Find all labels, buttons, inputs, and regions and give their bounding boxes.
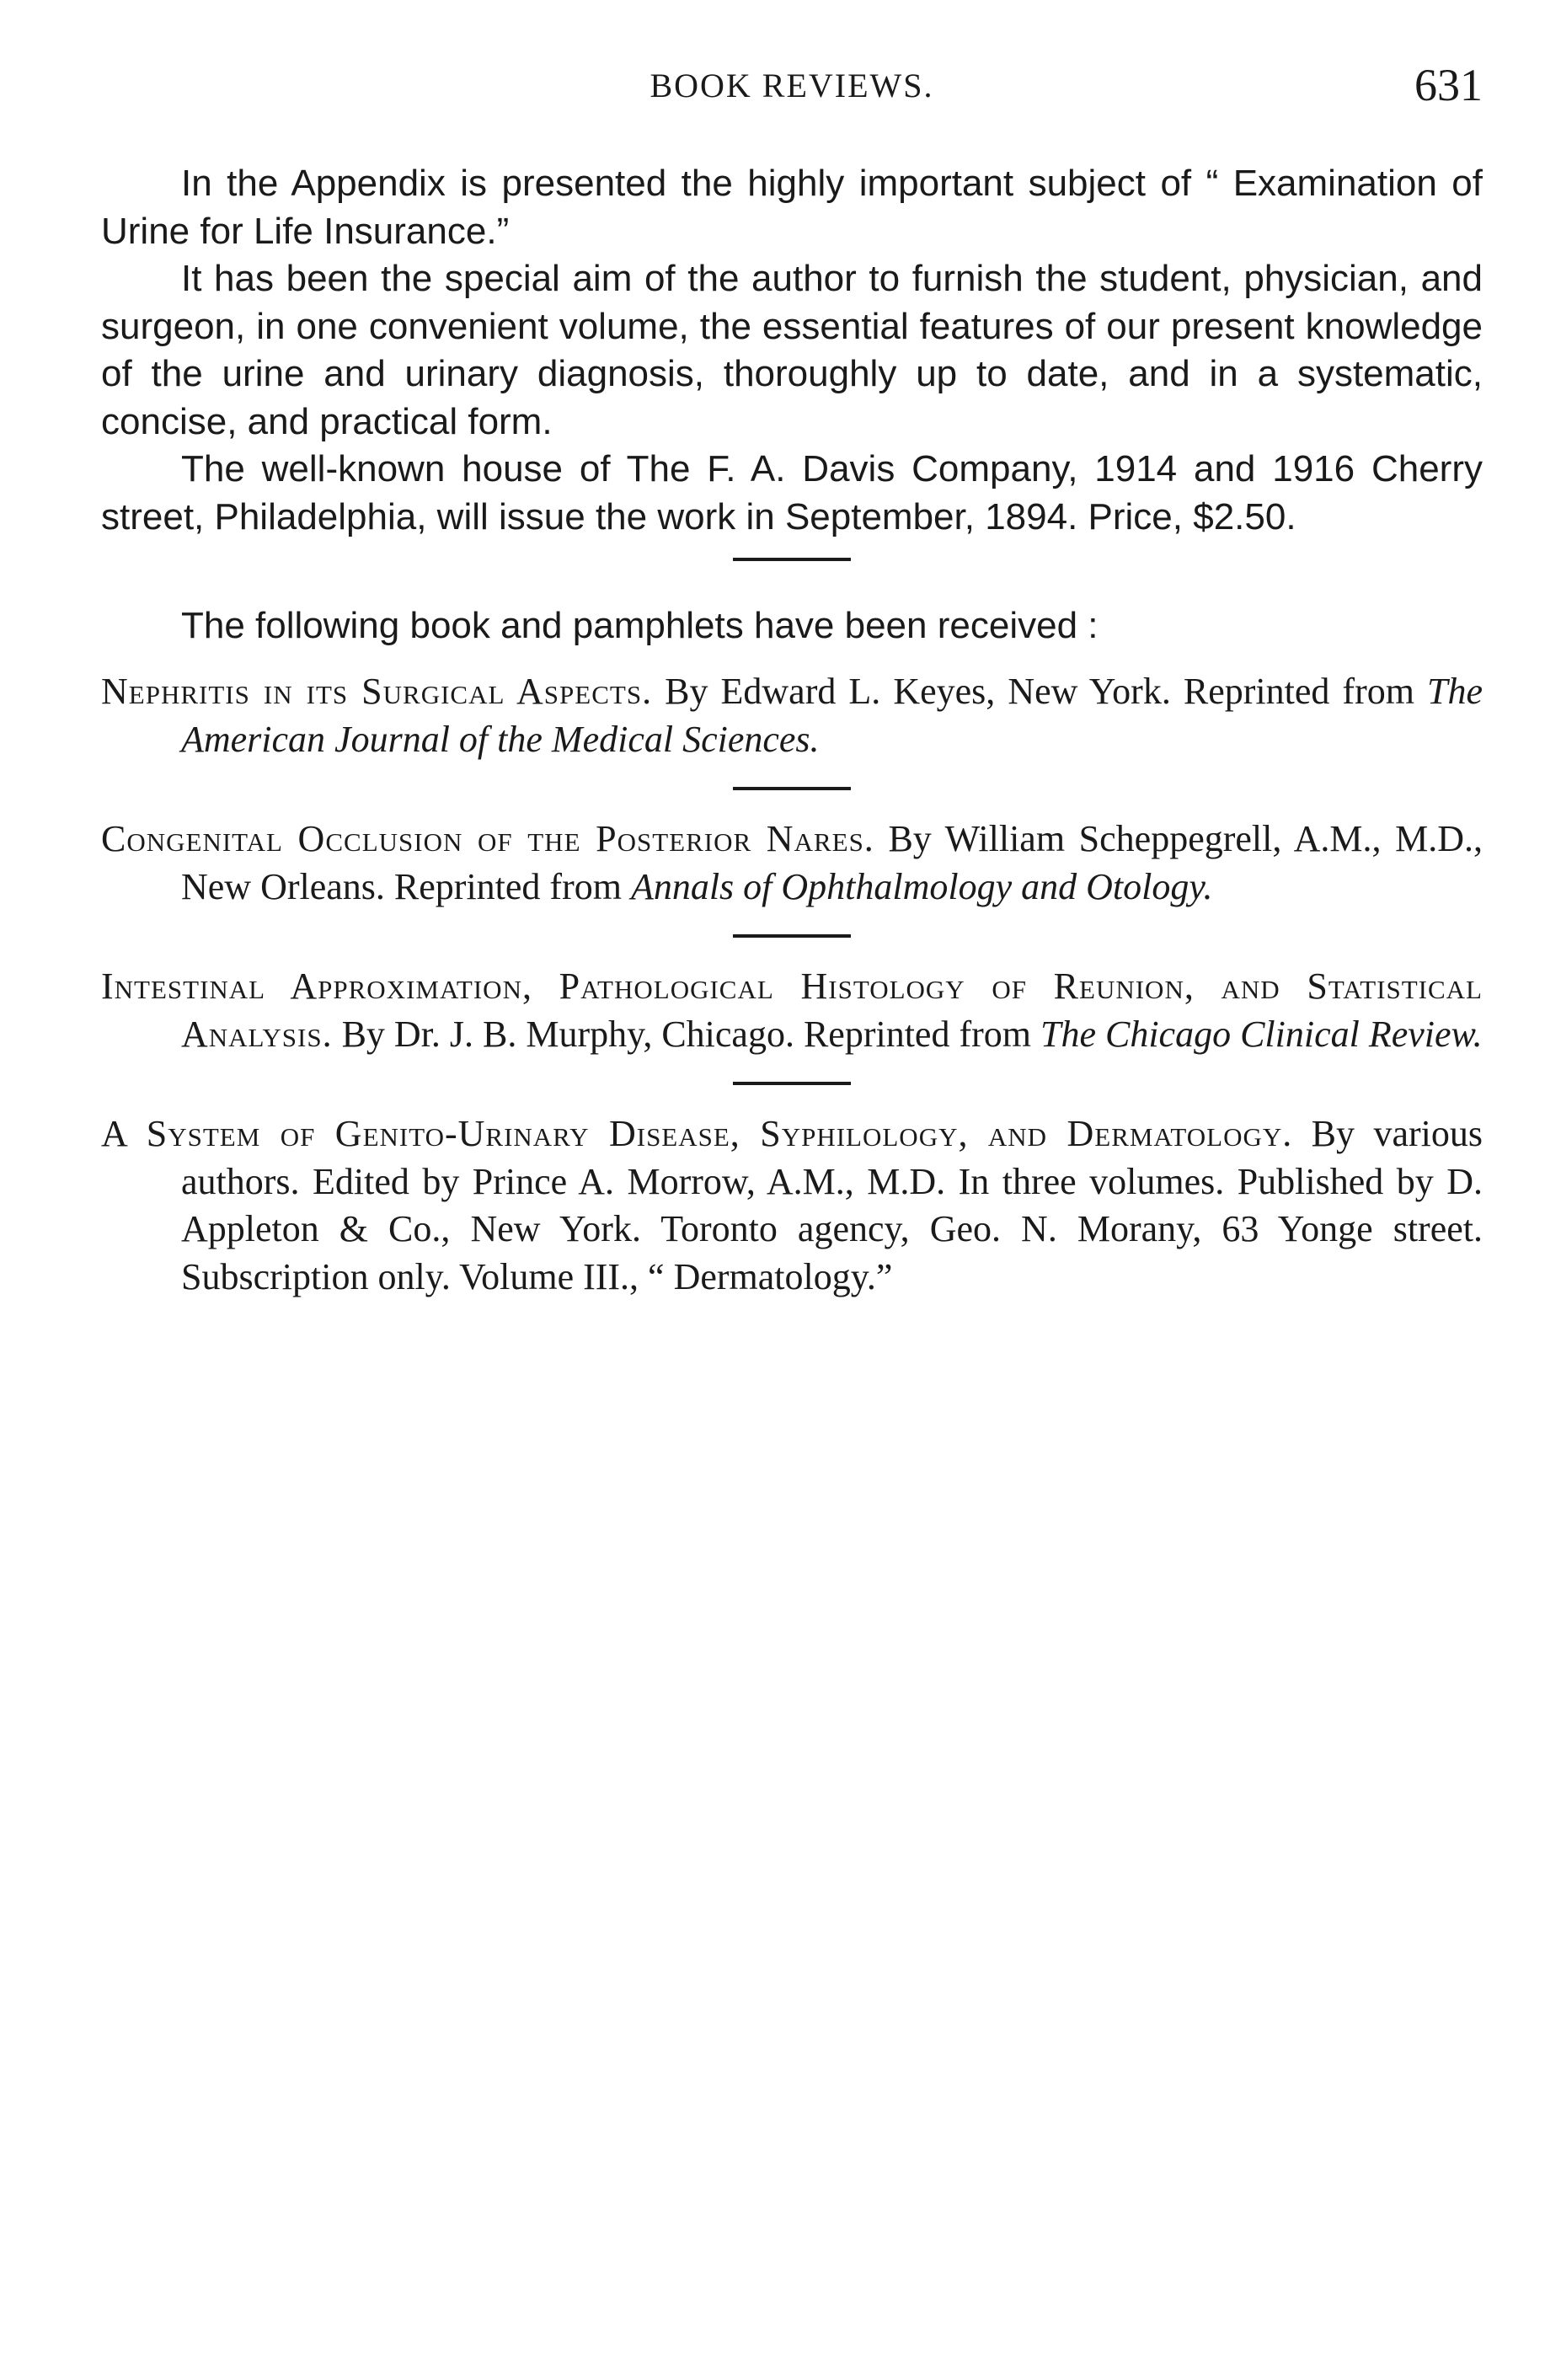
- entry-divider: [733, 787, 851, 790]
- paragraph-appendix: In the Appendix is presented the highly important subject of “ Examination of Urine for Life Insurance.”: [101, 163, 1483, 252]
- received-list: [101, 668, 1483, 1301]
- entry-text: By William Scheppegrell, A.M., M.D., New Orleans. Reprinted from: [181, 818, 1483, 907]
- entry-source: The Chicago Clinical Review.: [1040, 1013, 1483, 1055]
- list-item: [101, 668, 1483, 763]
- entry-title: Congenital Occlusion of the Posterior Nares.: [101, 818, 874, 859]
- entry-title: Intestinal Approximation, Pathological Histology of Reunion, and Statistical Analysis.: [101, 965, 1483, 1055]
- running-title: BOOK REVIEWS.: [650, 67, 934, 104]
- entry-text: By Dr. J. B. Murphy, Chicago. Reprinted from: [332, 1013, 1040, 1055]
- entry-source: Annals of Ophthalmology and Otology.: [630, 865, 1213, 907]
- entry-text: By various authors. Edited by Prince A. Morrow, A.M., M.D. In three volumes. Published by D. Appleton & Co., New York. Toronto agency, Geo. N. Morany, 63 Yonge street. Subscription only. Volume III., “ Dermatology.”: [181, 1113, 1483, 1297]
- entry-divider: [733, 934, 851, 938]
- running-head: [101, 59, 1483, 118]
- review-text: [101, 160, 1483, 561]
- paragraph-publisher: The well-known house of The F. A. Davis Company, 1914 and 1916 Cherry street, Philadelphia, will issue the work in September, 1894. Price, $2.50.: [101, 448, 1483, 538]
- list-item: [101, 963, 1483, 1058]
- section-divider: [733, 558, 851, 561]
- list-item: [101, 816, 1483, 911]
- entry-title: A System of Genito-Urinary Disease, Syphilology, and Dermatology.: [101, 1113, 1293, 1154]
- entry-source: The American Journal of the Medical Sciences.: [181, 671, 1483, 760]
- list-item: [101, 1110, 1483, 1301]
- paragraph-aim: It has been the special aim of the author to furnish the student, physician, and surgeon, in one convenient volume, the essential features of our present knowledge of the urine and urinary diagnosis, thoroughly up to date, and in a systematic, concise, and practical form.: [101, 258, 1483, 442]
- received-intro: The following book and pamphlets have been received :: [181, 605, 1099, 646]
- entry-text: By Edward L. Keyes, New York. Reprinted from: [652, 671, 1427, 712]
- entry-divider: [733, 1082, 851, 1085]
- entry-title: Nephritis in its Surgical Aspects.: [101, 671, 653, 712]
- page-number: 631: [1414, 60, 1483, 110]
